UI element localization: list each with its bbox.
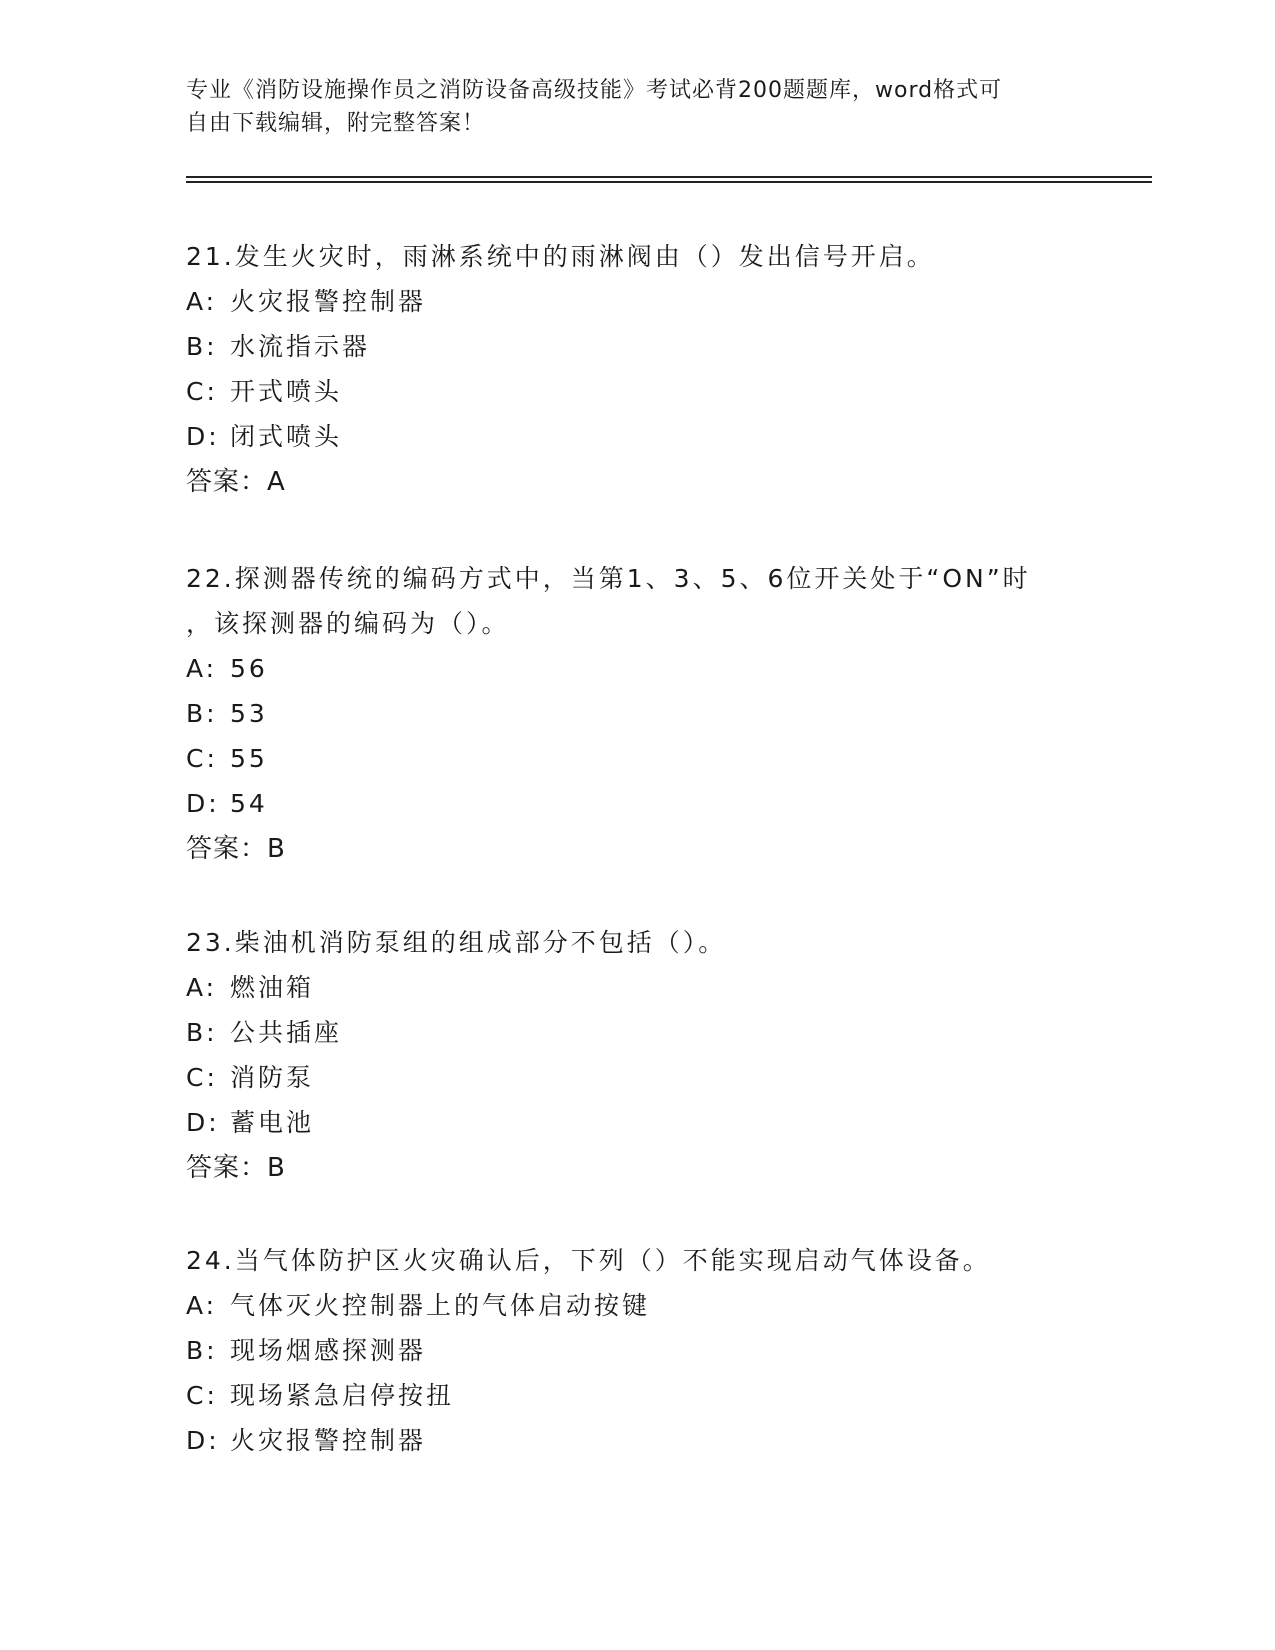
option-b [186, 691, 1086, 736]
answer-label: 答案：B [186, 1153, 286, 1183]
option-text: 55 [230, 744, 268, 773]
option-text: 燃油箱 [230, 973, 315, 1002]
question-stem: 24.当气体防护区火灾确认后，下列（）不能实现启动气体设备。 [186, 1246, 991, 1275]
option-letter: D: [186, 1108, 220, 1137]
option-text: 火灾报警控制器 [230, 287, 427, 316]
option-letter: D: [186, 1426, 220, 1455]
option-text: 53 [230, 699, 268, 728]
question-22 [186, 556, 1086, 872]
option-a [186, 646, 1086, 691]
option-b [186, 1010, 1086, 1055]
question-21 [186, 234, 1086, 505]
option-letter: A: [186, 654, 218, 683]
option-text: 气体灭火控制器上的气体启动按键 [230, 1291, 651, 1320]
option-letter: A: [186, 973, 218, 1002]
question-23 [186, 920, 1086, 1191]
option-c [186, 736, 1086, 781]
document-intro [186, 74, 1066, 140]
option-c [186, 1373, 1086, 1418]
option-text: 现场烟感探测器 [230, 1336, 427, 1365]
option-letter: B: [186, 1018, 218, 1047]
option-a [186, 965, 1086, 1010]
question-stem: 21.发生火灾时，雨淋系统中的雨淋阀由（）发出信号开启。 [186, 242, 935, 271]
option-text: 消防泵 [230, 1063, 315, 1092]
intro-line-2: 自由下载编辑，附完整答案！ [186, 111, 486, 136]
question-stem-line-2: ，该探测器的编码为（）。 [186, 609, 510, 638]
option-letter: B: [186, 1336, 218, 1365]
question-stem: 23.柴油机消防泵组的组成部分不包括（）。 [186, 928, 727, 957]
option-a [186, 279, 1086, 324]
option-text: 现场紧急启停按扭 [230, 1381, 455, 1410]
option-letter: C: [186, 377, 218, 406]
option-a [186, 1283, 1086, 1328]
option-text: 火灾报警控制器 [230, 1426, 427, 1455]
option-letter: D: [186, 789, 220, 818]
header-divider-bottom [186, 181, 1152, 183]
option-d [186, 781, 1086, 826]
option-d [186, 414, 1086, 459]
option-letter: A: [186, 1291, 218, 1320]
question-stem-line-1: 22.探测器传统的编码方式中，当第1、3、5、6位开关处于“ON”时 [186, 564, 1031, 593]
option-d [186, 1100, 1086, 1145]
option-letter: C: [186, 1063, 218, 1092]
option-letter: C: [186, 1381, 218, 1410]
option-text: 蓄电池 [230, 1108, 315, 1137]
option-b [186, 324, 1086, 369]
header-divider-top [186, 176, 1152, 178]
option-letter: A: [186, 287, 218, 316]
option-text: 水流指示器 [230, 332, 371, 361]
option-letter: B: [186, 699, 218, 728]
option-text: 54 [230, 789, 268, 818]
option-text: 开式喷头 [230, 377, 343, 406]
option-text: 公共插座 [230, 1018, 343, 1047]
option-letter: D: [186, 422, 220, 451]
option-c [186, 369, 1086, 414]
answer-label: 答案：A [186, 467, 286, 497]
option-d [186, 1418, 1086, 1463]
question-24 [186, 1238, 1086, 1463]
option-c [186, 1055, 1086, 1100]
intro-line-1: 专业《消防设施操作员之消防设备高级技能》考试必背200题题库，word格式可 [186, 78, 1003, 103]
option-letter: C: [186, 744, 218, 773]
option-text: 闭式喷头 [230, 422, 343, 451]
option-letter: B: [186, 332, 218, 361]
option-text: 56 [230, 654, 268, 683]
answer-label: 答案：B [186, 834, 286, 864]
option-b [186, 1328, 1086, 1373]
